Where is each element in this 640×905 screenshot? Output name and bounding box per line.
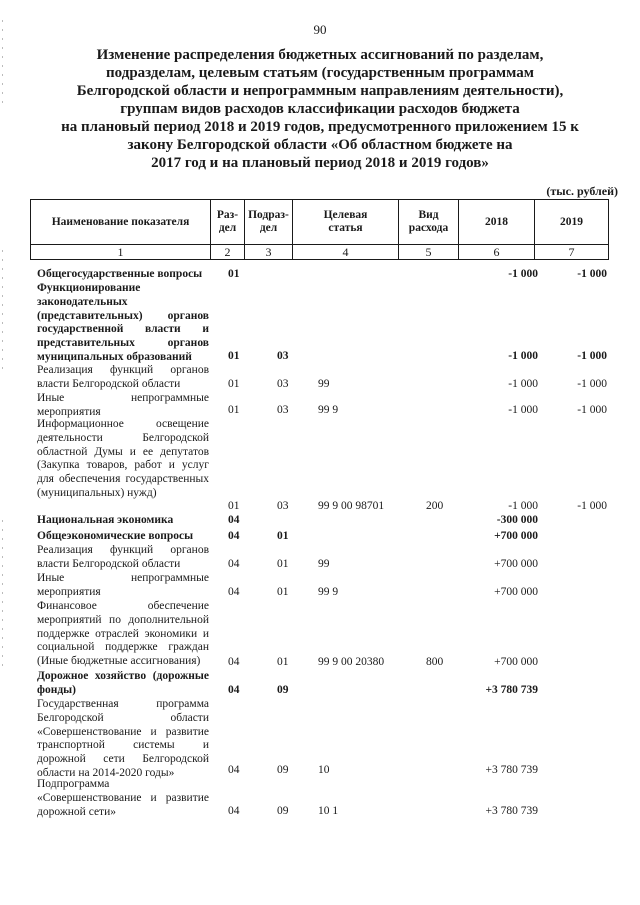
cell-statya: 10 1 [318, 805, 339, 818]
cell-razdel: 04 [228, 805, 240, 818]
header-vid: Вид расхода [399, 200, 459, 245]
table-row [0, 364, 640, 392]
header-statya: Целевая статья [293, 200, 399, 245]
table-row [0, 530, 640, 544]
cell-y2018: -300 000 [496, 514, 538, 526]
cell-y2019: -1 000 [577, 500, 607, 513]
margin-dots [2, 20, 3, 110]
cell-y2018: +700 000 [494, 586, 538, 599]
cell-statya: 10 [318, 764, 330, 777]
row-name: Функционирование законодательных (представительных) органов государственной власти и представительных органов муниципальных образований [37, 282, 209, 363]
row-name: Общеэкономические вопросы [37, 530, 194, 542]
table-row [0, 544, 640, 572]
cell-razdel: 04 [228, 586, 240, 599]
table-row [0, 670, 640, 698]
cell-y2018: -1 000 [508, 404, 538, 417]
row-name: Национальная экономика [37, 514, 174, 526]
cell-statya: 99 [318, 558, 330, 571]
title-line: закону Белгородской области «Об областном бюджете на [127, 137, 513, 153]
table-row [0, 282, 640, 364]
cell-podrazdel: 01 [277, 656, 289, 669]
table-row [0, 418, 640, 514]
title-line: группам видов расходов классификации расходов бюджета [120, 101, 520, 117]
cell-razdel: 01 [228, 268, 240, 280]
cell-y2019: -1 000 [577, 378, 607, 391]
cell-y2018: +3 780 739 [485, 805, 538, 818]
row-name: Финансовое обеспечение мероприятий по дополнительной поддержке отраслей экономики и социальной поддержке граждан (Иные бюджетные ассигнования) [37, 600, 209, 668]
table-row [0, 778, 640, 819]
header-number: 7 [535, 245, 609, 260]
header-number: 6 [459, 245, 535, 260]
cell-razdel: 04 [228, 530, 240, 543]
cell-y2018: +700 000 [494, 656, 538, 669]
title-line: 2017 год и на плановый период 2018 и 2019 годов» [151, 155, 489, 171]
row-name: Реализация функций органов власти Белгородской области [37, 364, 209, 390]
table-row [0, 572, 640, 600]
cell-y2018: +3 780 739 [485, 764, 538, 777]
cell-razdel: 04 [228, 514, 240, 526]
cell-razdel: 01 [228, 500, 240, 513]
header-2018: 2018 [459, 200, 535, 245]
title-line: на плановый период 2018 и 2019 годов, предусмотренного приложением 15 к [61, 119, 579, 135]
cell-y2018: +700 000 [494, 558, 538, 571]
row-name: Реализация функций органов власти Белгородской области [37, 544, 209, 570]
cell-razdel: 04 [228, 558, 240, 571]
row-name: Подпрограмма «Совершенствование и развитие дорожной сети» [37, 778, 209, 818]
cell-y2019: -1 000 [577, 268, 607, 280]
cell-podrazdel: 09 [277, 805, 289, 818]
row-name: Государственная программа Белгородской области «Совершенствование и развитие транспортной системы и дорожной сети Белгородской области на 2014-2020 годы» [37, 698, 209, 779]
cell-razdel: 01 [228, 404, 240, 417]
table-row [0, 392, 640, 418]
cell-razdel: 01 [228, 350, 240, 363]
table-header [30, 199, 609, 260]
table-row [0, 514, 640, 530]
cell-podrazdel: 03 [277, 404, 289, 417]
cell-razdel: 04 [228, 684, 240, 697]
cell-y2019: -1 000 [577, 404, 607, 417]
cell-podrazdel: 09 [277, 764, 289, 777]
cell-statya: 99 9 00 20380 [318, 656, 385, 669]
cell-podrazdel: 01 [277, 586, 289, 599]
cell-podrazdel: 01 [277, 530, 289, 543]
page-number: 90 [313, 22, 327, 37]
cell-y2018: -1 000 [508, 268, 538, 280]
row-name: Общегосударственные вопросы [37, 268, 203, 280]
cell-y2018: +3 780 739 [485, 684, 538, 697]
cell-vid: 200 [426, 500, 444, 513]
row-name: Иные непрограммные мероприятия [37, 572, 209, 598]
row-name: Информационное освещение деятельности Белгородской областной Думы и ее депутатов (Закупка товаров, работ и услуг для обеспечения государственных (муниципальных) нужд) [37, 418, 209, 499]
cell-podrazdel: 03 [277, 500, 289, 513]
cell-y2018: -1 000 [508, 350, 538, 363]
cell-y2018: -1 000 [508, 378, 538, 391]
cell-vid: 800 [426, 656, 444, 669]
header-number: 4 [293, 245, 399, 260]
header-2019: 2019 [535, 200, 609, 245]
cell-podrazdel: 01 [277, 558, 289, 571]
cell-podrazdel: 09 [277, 684, 289, 697]
header-number: 5 [399, 245, 459, 260]
table-row [0, 698, 640, 778]
cell-podrazdel: 03 [277, 378, 289, 391]
cell-y2019: -1 000 [577, 350, 607, 363]
table-row [0, 600, 640, 670]
cell-statya: 99 9 [318, 586, 339, 599]
cell-statya: 99 [318, 378, 330, 391]
cell-razdel: 04 [228, 656, 240, 669]
title-line: подразделам, целевым статьям (государственным программам [106, 65, 534, 81]
cell-razdel: 01 [228, 378, 240, 391]
header-number: 3 [245, 245, 293, 260]
cell-statya: 99 9 [318, 404, 339, 417]
cell-razdel: 04 [228, 764, 240, 777]
header-razdel: Раз- дел [211, 200, 245, 245]
row-name: Иные непрограммные мероприятия [37, 392, 209, 418]
title-line: Белгородской области и непрограммным направлениям деятельности), [76, 83, 564, 99]
table-row [0, 268, 640, 282]
header-name: Наименование показателя [31, 200, 211, 245]
document-title [50, 46, 590, 172]
cell-y2018: +700 000 [494, 530, 538, 543]
header-podrazdel: Подраз- дел [245, 200, 293, 245]
units-label: (тыс. рублей) [546, 184, 618, 198]
cell-y2018: -1 000 [508, 500, 538, 513]
row-name: Дорожное хозяйство (дорожные фонды) [37, 670, 209, 696]
header-number: 1 [31, 245, 211, 260]
title-line: Изменение распределения бюджетных ассигнований по разделам, [96, 47, 544, 63]
cell-podrazdel: 03 [277, 350, 289, 363]
header-number: 2 [211, 245, 245, 260]
cell-statya: 99 9 00 98701 [318, 500, 385, 513]
